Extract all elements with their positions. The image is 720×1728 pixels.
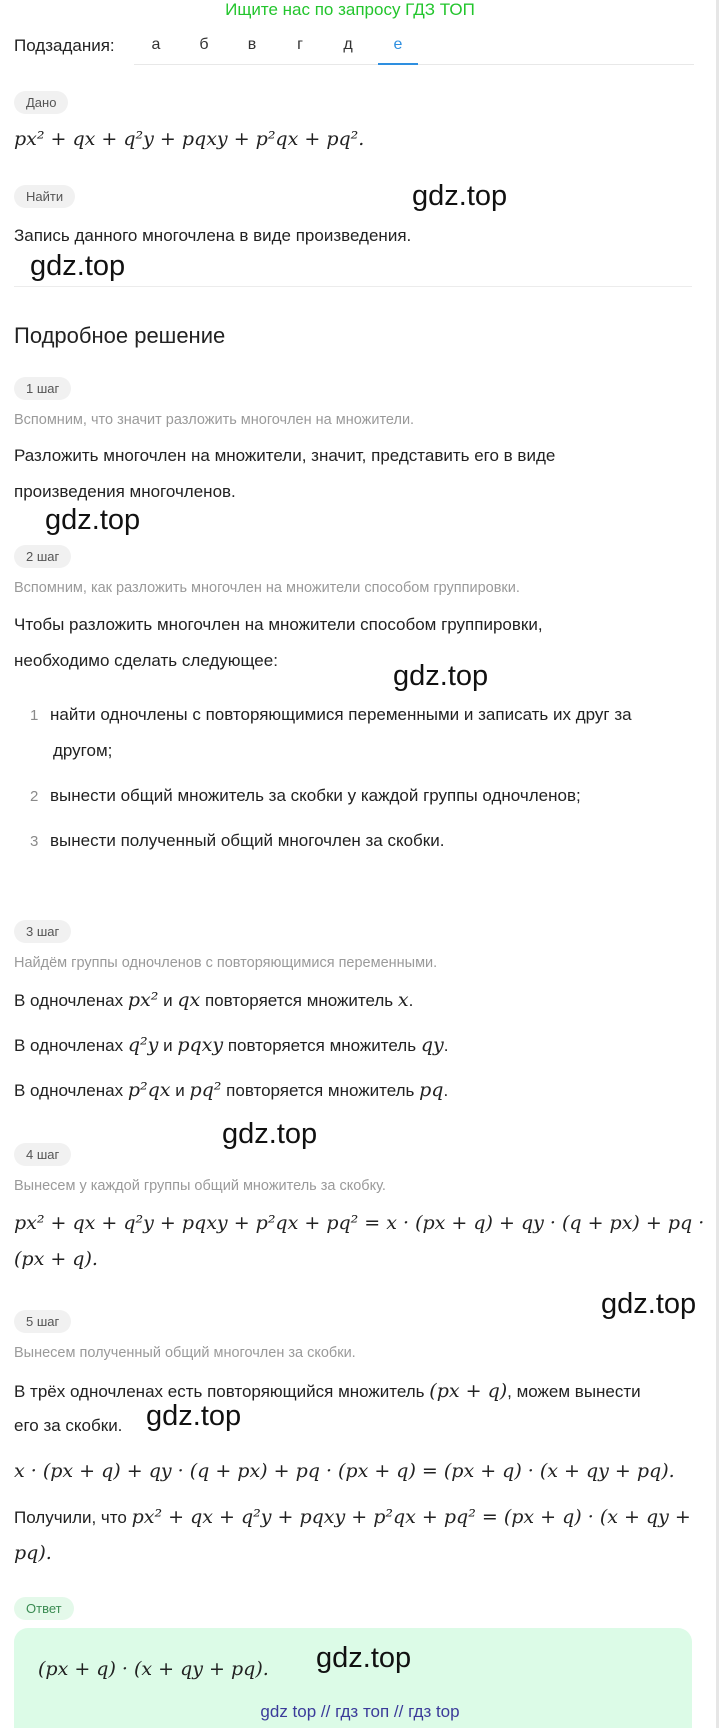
given-expression: px² + qx + q²y + pqxy + p²qx + pq². bbox=[14, 128, 365, 150]
step4-expression-line2: (px + q). bbox=[14, 1248, 98, 1270]
step5-conclusion-line1: Получили, что px² + qx + q²y + pqxy + p²qx + pq² = (px + q) · (x + qy + bbox=[14, 1506, 691, 1528]
list-item-1-line1: найти одночлены с повторяющимися переменными и записать их друг за bbox=[50, 705, 632, 724]
tab-d[interactable]: д bbox=[343, 36, 353, 53]
step4-expression-line1: px² + qx + q²y + pqxy + p²qx + pq² = x · (px + q) + qy · (q + px) + pq · bbox=[14, 1212, 705, 1234]
step5-badge: 5 шаг bbox=[14, 1310, 71, 1333]
active-tab-indicator bbox=[378, 63, 418, 65]
scrollbar[interactable] bbox=[716, 0, 719, 1728]
tab-g[interactable]: г bbox=[297, 36, 303, 53]
step1-text-line2: произведения многочленов. bbox=[14, 482, 236, 501]
solution-title: Подробное решение bbox=[14, 323, 226, 348]
tab-a[interactable]: а bbox=[151, 36, 161, 53]
watermark: gdz.top bbox=[601, 1288, 697, 1320]
answer-expression: (px + q) · (x + qy + pq). bbox=[38, 1658, 269, 1680]
step3-badge: 3 шаг bbox=[14, 920, 71, 943]
step5-hint: Вынесем полученный общий многочлен за скобки. bbox=[14, 1345, 356, 1361]
list-number: 1 bbox=[30, 707, 39, 724]
tab-v[interactable]: в bbox=[247, 36, 257, 53]
step3-row2: В одночленах q²y и pqxy повторяется множитель qy. bbox=[14, 1034, 449, 1056]
find-text: Запись данного многочлена в виде произведения. bbox=[14, 226, 412, 245]
watermark: gdz.top bbox=[412, 180, 508, 212]
given-badge: Дано bbox=[14, 91, 68, 114]
watermark: gdz.top bbox=[146, 1400, 242, 1432]
tab-b[interactable]: б bbox=[199, 36, 209, 53]
watermark: gdz.top bbox=[393, 660, 489, 692]
search-banner[interactable]: Ищите нас по запросу ГДЗ ТОП bbox=[225, 0, 475, 19]
step2-text-line1: Чтобы разложить многочлен на множители способом группировки, bbox=[14, 615, 543, 634]
answer-badge: Ответ bbox=[14, 1597, 74, 1620]
watermark: gdz.top bbox=[316, 1642, 412, 1674]
subtasks-label: Подзадания: bbox=[14, 36, 115, 55]
step5-expression: x · (px + q) + qy · (q + px) + pq · (px + q) = (px + q) · (x + qy + pq). bbox=[14, 1460, 675, 1482]
step5-conclusion-line2: pq). bbox=[14, 1542, 52, 1564]
subtask-tabs bbox=[134, 30, 694, 65]
step5-text-line2: его за скобки. bbox=[14, 1416, 123, 1435]
step2-text-line2: необходимо сделать следующее: bbox=[14, 651, 278, 670]
list-number: 3 bbox=[30, 833, 39, 850]
list-item-3: вынести полученный общий многочлен за скобки. bbox=[50, 831, 445, 850]
step2-hint: Вспомним, как разложить многочлен на множители способом группировки. bbox=[14, 580, 520, 596]
step5-text-line1: В трёх одночленах есть повторяющийся множитель (px + q), можем вынести bbox=[14, 1380, 641, 1402]
step3-row3: В одночленах p²qx и pq² повторяется множитель pq. bbox=[14, 1079, 449, 1101]
step3-row1: В одночленах px² и qx повторяется множитель x. bbox=[14, 989, 414, 1011]
watermark: gdz.top bbox=[30, 250, 126, 282]
step4-hint: Вынесем у каждой группы общий множитель за скобку. bbox=[14, 1178, 386, 1194]
list-item-1-line2: другом; bbox=[53, 741, 113, 760]
divider bbox=[14, 286, 692, 287]
step4-badge: 4 шаг bbox=[14, 1143, 71, 1166]
watermark: gdz.top bbox=[45, 504, 141, 536]
tab-e[interactable]: е bbox=[393, 36, 403, 53]
list-item-2: вынести общий множитель за скобки у каждой группы одночленов; bbox=[50, 786, 581, 805]
step1-badge: 1 шаг bbox=[14, 377, 71, 400]
footer-links[interactable]: gdz top // гдз топ // гдз top bbox=[260, 1702, 460, 1721]
step2-badge: 2 шаг bbox=[14, 545, 71, 568]
find-badge: Найти bbox=[14, 185, 75, 208]
list-number: 2 bbox=[30, 788, 39, 805]
step1-hint: Вспомним, что значит разложить многочлен на множители. bbox=[14, 412, 415, 428]
step3-hint: Найдём группы одночленов с повторяющимися переменными. bbox=[14, 955, 438, 971]
step1-text-line1: Разложить многочлен на множители, значит, представить его в виде bbox=[14, 446, 556, 465]
watermark: gdz.top bbox=[222, 1118, 318, 1150]
